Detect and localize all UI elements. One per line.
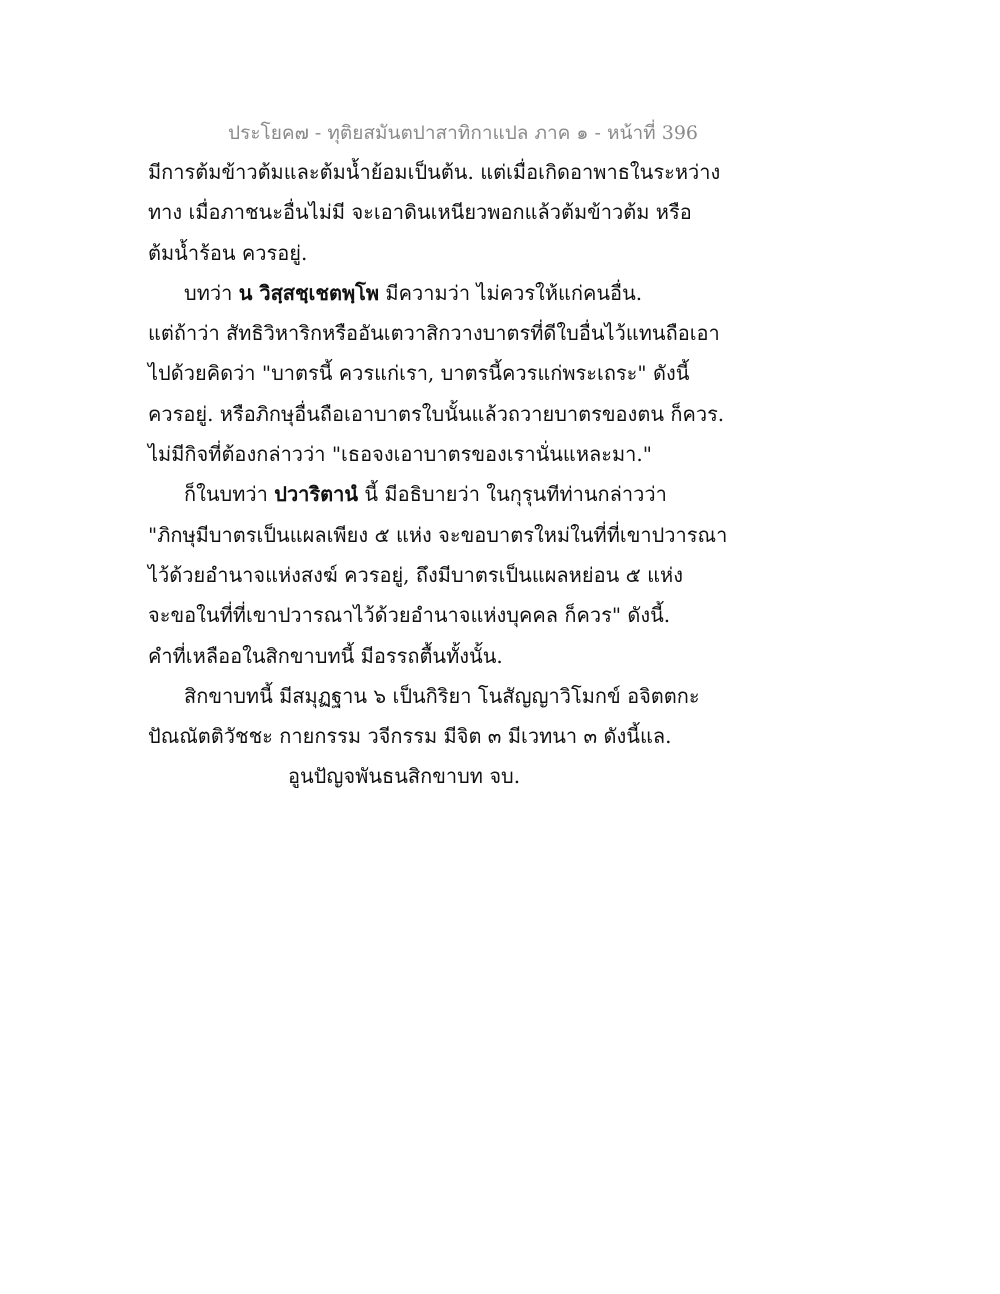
text-segment: ไว้ด้วยอำนาจแห่งสงฆ์ ควรอยู่, ถึงมีบาตรเป็นแผลหย่อน ๕ แห่ง [148,562,683,587]
text-segment: มีการต้มข้าวต้มและต้มน้ำย้อมเป็นต้น. แต่เมื่อเกิดอาพาธในระหว่าง [148,160,721,184]
text-segment: บทว่า [184,280,239,305]
paragraph-line [148,515,728,555]
text-segment: ไม่มีกิจที่ต้องกล่าวว่า "เธอจงเอาบาตรของเรานั่นแหละมา." [148,442,652,467]
paragraph-line [148,152,721,192]
text-segment: ควรอยู่. หรือภิกษุอื่นถือเอาบาตรใบนั้นแล้วถวายบาตรของตน ก็ควร. [148,401,725,426]
text-segment: มีความว่า ไม่ควรให้แก่คนอื่น. [379,280,643,305]
text-segment: ก็ในบทว่า [184,482,275,507]
text-segment: นี้ มีอธิบายว่า ในกุรุนทีท่านกล่าวว่า [358,482,667,507]
paragraph-line [148,595,708,635]
text-segment: "ภิกษุมีบาตรเป็นแผลเพียง ๕ แห่ง จะขอบาตรใหม่ในที่ที่เขาปวารณา [148,522,728,547]
closing-line: อูนปัญจพันธนสิกขาบท จบ. [288,764,521,789]
paragraph-line [148,555,708,595]
pali-term: น วิสฺสชฺเชตพฺโพ [238,280,380,305]
text-segment: ไปด้วยคิดว่า "บาตรนี้ ควรแก่เรา, บาตรนี้ควรแก่พระเถระ" ดังนี้ [148,361,690,386]
paragraph-line [148,233,708,273]
running-header: ประโยค๗ - ทุติยสมันตปาสาทิกาแปล ภาค ๑ - หน้าที่ 396 [228,122,698,144]
paragraph-line [148,394,725,434]
text-segment: แต่ถ้าว่า สัทธิวิหาริกหรืออันเตวาสิกวางบาตรที่ดีใบอื่นไว้แทนถือเอา [148,321,720,346]
text-segment: ปัณณัตติวัชชะ กายกรรม วจีกรรม มีจิต ๓ มีเวทนา ๓ ดังนี้แล. [148,724,672,749]
text-segment: สิกขาบทนี้ มีสมุฏฐาน ๖ เป็นกิริยา โนสัญญาวิโมกข์ อจิตตกะ [184,683,700,708]
text-segment: คำที่เหลืออในสิกขาบทนี้ มีอรรถตื้นทั้งนั้น. [148,643,503,668]
paragraph-line [148,273,708,313]
text-segment: ต้มน้ำร้อน ควรอยู่. [148,240,308,265]
paragraph-line [148,434,708,474]
paragraph-line [148,676,708,716]
paragraph-line [148,636,708,676]
paragraph-line [148,313,720,353]
paragraph-line [148,716,708,756]
paragraph-line [148,353,708,393]
text-segment: จะขอในที่ที่เขาปวารณาไว้ด้วยอำนาจแห่งบุคคล ก็ควร" ดังนี้. [148,603,671,628]
pali-term: ปวาริตานํ [274,482,359,507]
paragraph-line [148,192,708,232]
text-segment: ทาง เมื่อภาชนะอื่นไม่มี จะเอาดินเหนียวพอกแล้วต้มข้าวต้ม หรือ [148,200,692,225]
body-text [148,152,728,797]
paragraph-line [148,474,708,514]
